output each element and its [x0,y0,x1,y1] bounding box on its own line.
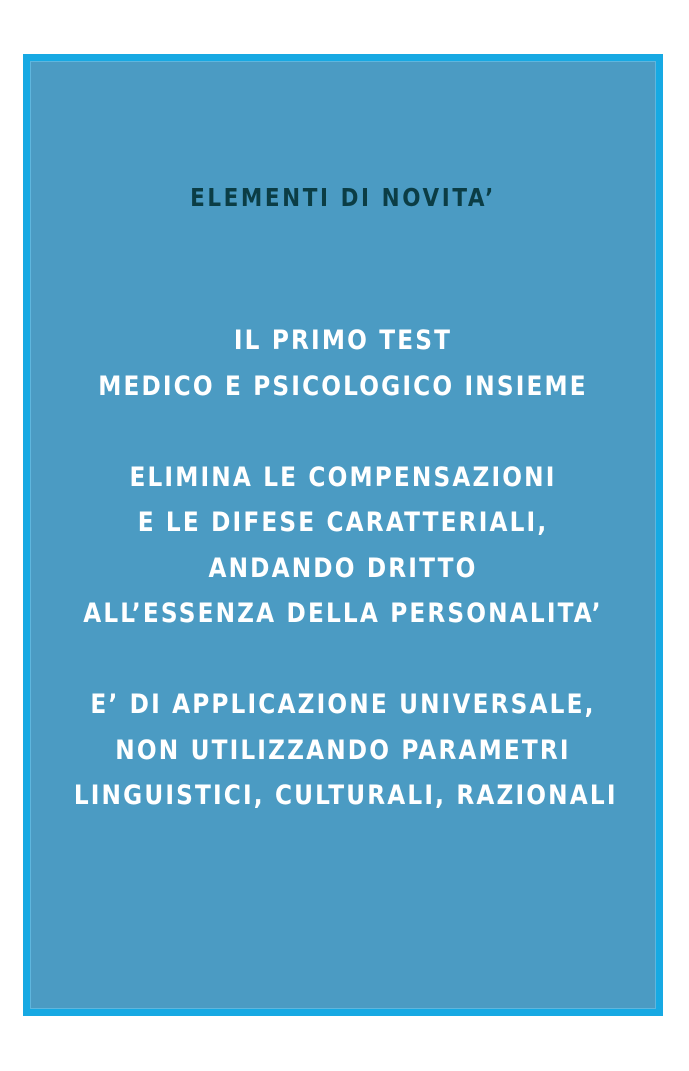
paragraph-eliminates-compensations [30,455,656,637]
info-panel [23,54,663,1016]
panel-heading: ELEMENTI DI NOVITA’ [190,183,496,212]
text-line: MEDICO E PSICOLOGICO INSIEME [98,370,588,402]
text-line: ALL’ESSENZA DELLA PERSONALITA’ [83,598,603,629]
text-line: E’ DI APPLICAZIONE UNIVERSALE, [90,689,596,720]
text-line: E LE DIFESE CARATTERIALI, [137,507,549,538]
paragraph-first-test [30,318,656,409]
panel-body [30,318,656,819]
text-line: ANDANDO DRITTO [208,552,478,584]
text-line: NON UTILIZZANDO PARAMETRI [115,734,571,766]
paragraph-universal-application [30,682,656,819]
text-line: IL PRIMO TEST [233,325,453,356]
text-line: ELIMINA LE COMPENSAZIONI [129,461,557,493]
text-line: LINGUISTICI, CULTURALI, RAZIONALI [73,780,618,811]
